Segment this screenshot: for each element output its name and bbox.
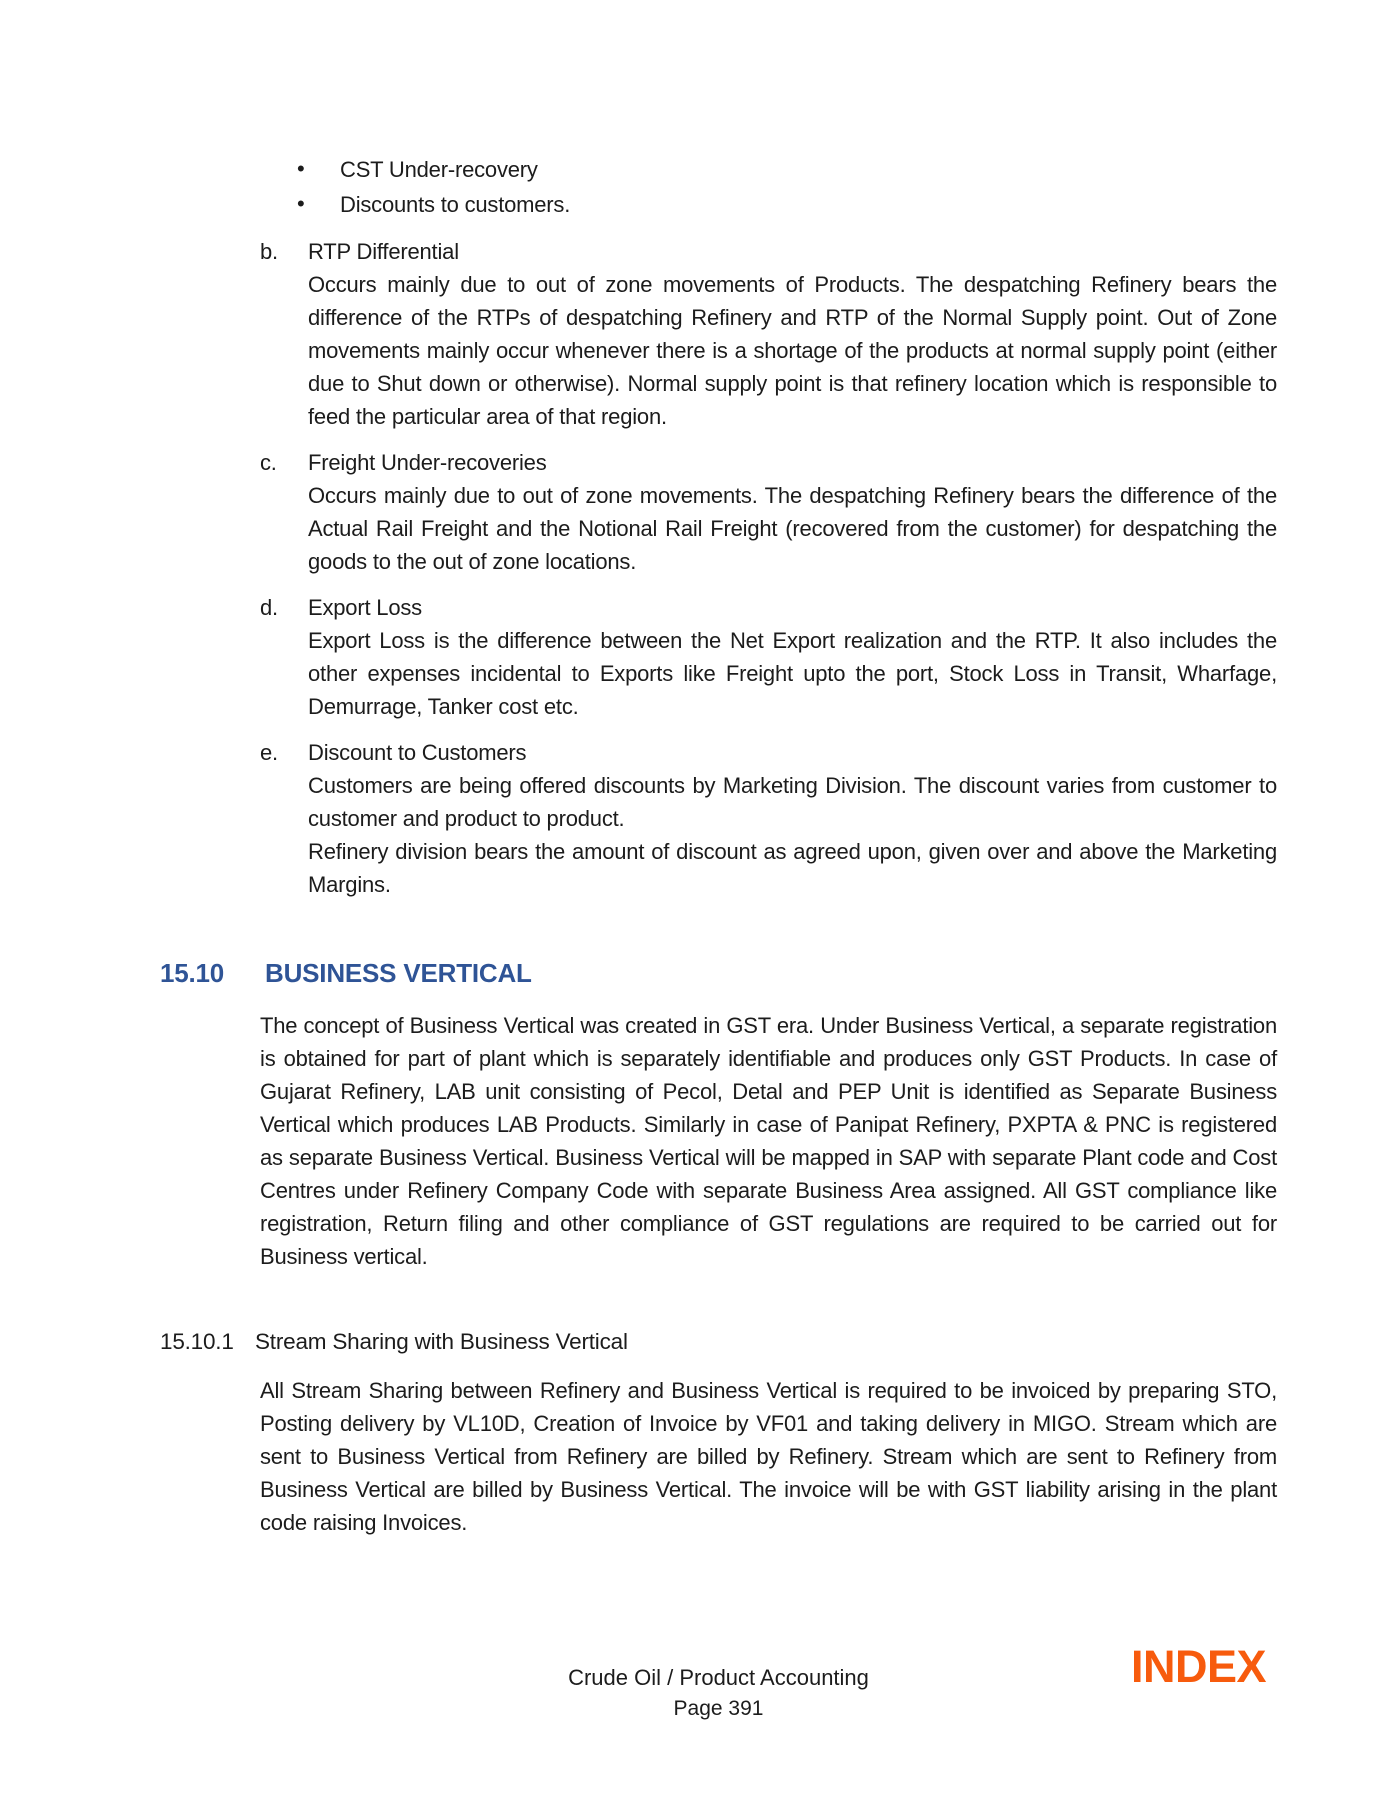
subsection-heading	[160, 1325, 1277, 1358]
bullet-icon: •	[297, 191, 305, 216]
list-item-d	[160, 591, 1277, 723]
bullet-item-discounts	[160, 187, 1277, 222]
list-item-paragraph: Occurs mainly due to out of zone movements of Products. The despatching Refinery bears the difference of the RTPs of despatching Refinery and RTP of the Normal Supply point. Out of Zone movements mainly occur whenever there is a shortage of the products at normal supply point (either due to Shut down or otherwise). Normal supply point is that refinery location which is responsible to feed the particular area of that region.	[308, 272, 1277, 429]
bullet-item-cst	[160, 152, 1277, 187]
list-item-paragraph: Occurs mainly due to out of zone movements. The despatching Refinery bears the difference of the Actual Rail Freight and the Notional Rail Freight (recovered from the customer) for despatching the goods to the out of zone locations.	[308, 483, 1277, 574]
list-item-title: Freight Under-recoveries	[308, 450, 547, 475]
subsection-paragraph: All Stream Sharing between Refinery and Business Vertical is required to be invoiced by preparing STO, Posting delivery by VL10D, Creation of Invoice by VF01 and taking delivery in MIGO. Stream which are sent to Business Vertical from Refinery are billed by Refinery. Stream which are sent to Refinery from Business Vertical are billed by Business Vertical. The invoice will be with GST liability arising in the plant code raising Invoices.	[260, 1378, 1277, 1535]
list-item-paragraph: Refinery division bears the amount of discount as agreed upon, given over and above the Marketing Margins.	[308, 839, 1277, 897]
list-item-b	[160, 235, 1277, 433]
list-letter: e.	[260, 740, 278, 765]
page-footer	[160, 1662, 1277, 1724]
section-paragraph: The concept of Business Vertical was created in GST era. Under Business Vertical, a separate registration is obtained for part of plant which is separately identifiable and produces only GST Products. In case of Gujarat Refinery, LAB unit consisting of Pecol, Detal and PEP Unit is identified as Separate Business Vertical which produces LAB Products. Similarly in case of Panipat Refinery, PXPTA & PNC is registered as separate Business Vertical. Business Vertical will be mapped in SAP with separate Plant code and Cost Centres under Refinery Company Code with separate Business Area assigned. All GST compliance like registration, Return filing and other compliance of GST regulations are required to be carried out for Business vertical.	[260, 1013, 1277, 1269]
list-item-paragraph: Customers are being offered discounts by Marketing Division. The discount varies from customer to customer and product to product.	[308, 773, 1277, 831]
index-link[interactable]: INDEX	[1131, 1641, 1267, 1692]
list-item-title: Discount to Customers	[308, 740, 527, 765]
subsection-title: Stream Sharing with Business Vertical	[255, 1329, 628, 1354]
section-number: 15.10	[160, 958, 225, 988]
list-letter: b.	[260, 239, 278, 264]
bullet-item-label: CST Under-recovery	[340, 157, 538, 182]
list-item-e	[160, 736, 1277, 901]
bullet-item-label: Discounts to customers.	[340, 192, 571, 217]
list-letter: c.	[260, 450, 277, 475]
list-item-title: Export Loss	[308, 595, 422, 620]
bullet-icon: •	[297, 156, 305, 181]
list-item-paragraph: Export Loss is the difference between the Net Export realization and the RTP. It also includes the other expenses incidental to Exports like Freight upto the port, Stock Loss in Transit, Wharfage, Demurrage, Tanker cost etc.	[308, 628, 1277, 719]
footer-page-number: Page 391	[673, 1697, 764, 1720]
list-letter: d.	[260, 595, 278, 620]
list-item-title: RTP Differential	[308, 239, 459, 264]
section-title: BUSINESS VERTICAL	[265, 958, 532, 988]
page-content	[160, 152, 1277, 1539]
footer-doc-title: Crude Oil / Product Accounting	[568, 1665, 869, 1690]
list-item-c	[160, 446, 1277, 578]
subsection-number: 15.10.1	[160, 1329, 234, 1354]
section-heading	[160, 956, 1277, 990]
